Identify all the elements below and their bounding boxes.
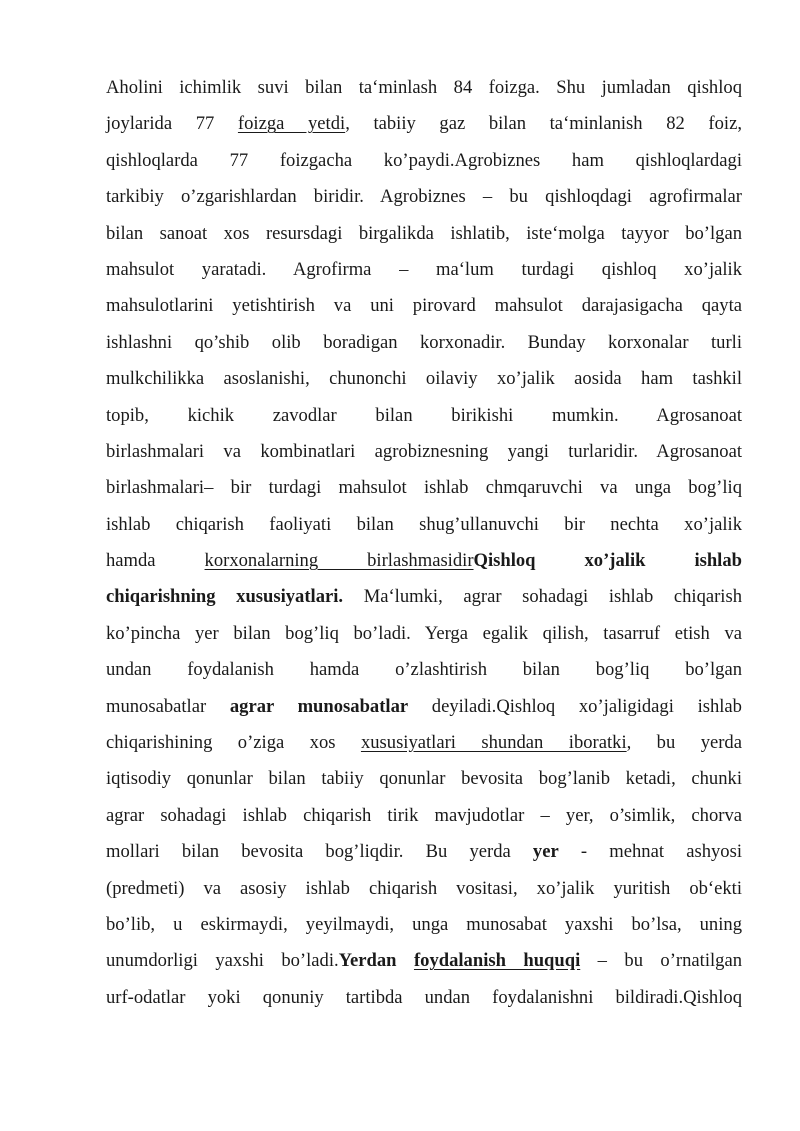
text-line bbox=[106, 470, 742, 506]
text-segment: birlashmalari– bir turdagi mahsulot ishlab chmqaruvchi va unga bog’liq bbox=[106, 477, 742, 499]
text-segment: urf-odatlar yoki qonuniy tartibda undan foydalanishni bildiradi.Qishloq bbox=[106, 986, 742, 1008]
text-segment: mulkchilikka asoslanishi, chunonchi oilaviy xo’jalik aosida ham tashkil bbox=[106, 368, 742, 390]
text-segment: undan foydalanish hamda o’zlashtirish bilan bog’liq bo’lgan bbox=[106, 659, 742, 681]
text-segment: agrar sohadagi ishlab chiqarish tirik mavjudotlar – yer, o’simlik, chorva bbox=[106, 804, 742, 826]
bold-text: Yerdan bbox=[338, 950, 414, 972]
underlined-text: xususiyatlari shundan iboratki bbox=[360, 732, 627, 754]
underlined-text: korxonalarning birlashmasidir bbox=[204, 550, 474, 572]
text-line bbox=[106, 543, 742, 579]
text-line bbox=[106, 798, 742, 834]
text-segment: unumdorligi yaxshi bo’ladi. bbox=[106, 950, 339, 972]
text-line bbox=[106, 616, 742, 652]
text-segment: mahsulot yaratadi. Agrofirma – ma‘lum turdagi qishloq xo’jalik bbox=[106, 258, 742, 280]
text-segment: deyiladi.Qishloq xo’jaligidagi ishlab bbox=[408, 695, 742, 717]
text-segment: ko’pincha yer bilan bog’liq bo’ladi. Yerga egalik qilish, tasarruf etish va bbox=[106, 622, 742, 644]
text-segment: Ma‘lumki, agrar sohadagi ishlab chiqarish bbox=[343, 586, 743, 608]
text-line bbox=[106, 761, 742, 797]
text-line bbox=[106, 434, 742, 470]
text-line bbox=[106, 252, 742, 288]
text-line bbox=[106, 143, 742, 179]
text-segment: mahsulotlarini yetishtirish va uni pirovard mahsulot darajasigacha qayta bbox=[106, 295, 742, 317]
text-segment: – bu o’rnatilgan bbox=[580, 950, 743, 972]
text-segment: qishloqlarda 77 foizgacha ko’paydi.Agrobiznes ham qishloqlardagi bbox=[106, 149, 742, 171]
text-segment: bo’lib, u eskirmaydi, yeyilmaydi, unga munosabat yaxshi bo’lsa, uning bbox=[106, 913, 742, 935]
text-line bbox=[106, 871, 742, 907]
underlined-text: foizga yetdi bbox=[237, 113, 346, 135]
underlined-text: foydalanish huquqi bbox=[413, 950, 581, 972]
text-segment: , tabiiy gaz bilan ta‘minlanish 82 foiz, bbox=[345, 113, 742, 135]
text-line bbox=[106, 725, 742, 761]
text-segment: - mehnat ashyosi bbox=[558, 841, 742, 863]
text-line bbox=[106, 106, 742, 142]
text-line bbox=[106, 361, 742, 397]
text-segment: tarkibiy o’zgarishlardan biridir. Agrobiznes – bu qishloqdagi agrofirmalar bbox=[106, 186, 742, 208]
text-segment: munosabatlar bbox=[106, 695, 230, 717]
text-segment: ishlashni qo’shib olib boradigan korxonadir. Bunday korxonalar turli bbox=[106, 331, 742, 353]
text-line bbox=[106, 579, 742, 615]
text-segment: ishlab chiqarish faoliyati bilan shug’ullanuvchi bir nechta xo’jalik bbox=[106, 513, 742, 535]
bold-text: Qishloq xo’jalik ishlab bbox=[473, 550, 742, 572]
text-line bbox=[106, 652, 742, 688]
text-line bbox=[106, 507, 742, 543]
text-line bbox=[106, 943, 742, 979]
text-line bbox=[106, 398, 742, 434]
text-segment: bilan sanoat xos resursdagi birgalikda ishlatib, iste‘molga tayyor bo’lgan bbox=[106, 222, 742, 244]
text-line bbox=[106, 980, 742, 1016]
text-line bbox=[106, 689, 742, 725]
document-page bbox=[106, 70, 742, 1016]
text-segment: (predmeti) va asosiy ishlab chiqarish vositasi, xo’jalik yuritish ob‘ekti bbox=[106, 877, 742, 899]
text-line bbox=[106, 325, 742, 361]
text-segment: mollari bilan bevosita bog’liqdir. Bu yerda bbox=[106, 841, 533, 863]
text-line bbox=[106, 834, 742, 870]
text-segment: Aholini ichimlik suvi bilan ta‘minlash 84 foizga. Shu jumladan qishloq bbox=[106, 77, 742, 98]
text-segment: birlashmalari va kombinatlari agrobiznesning yangi turlaridir. Agrosanoat bbox=[106, 440, 742, 462]
text-segment: , bu yerda bbox=[626, 732, 742, 754]
text-segment: joylarida 77 bbox=[106, 113, 238, 135]
bold-text: agrar munosabatlar bbox=[229, 695, 409, 717]
text-line bbox=[106, 907, 742, 943]
bold-text: chiqarishning xususiyatlari. bbox=[106, 586, 344, 608]
text-line bbox=[106, 288, 742, 324]
bold-text: yer bbox=[532, 841, 559, 863]
text-segment: chiqarishining o’ziga xos bbox=[106, 732, 361, 754]
text-segment: topib, kichik zavodlar bilan birikishi mumkin. Agrosanoat bbox=[106, 404, 742, 426]
text-line bbox=[106, 179, 742, 215]
text-segment: iqtisodiy qonunlar bilan tabiiy qonunlar bevosita bog’lanib ketadi, chunki bbox=[106, 768, 742, 790]
text-line bbox=[106, 70, 742, 106]
text-line bbox=[106, 216, 742, 252]
text-segment: hamda bbox=[106, 550, 205, 572]
